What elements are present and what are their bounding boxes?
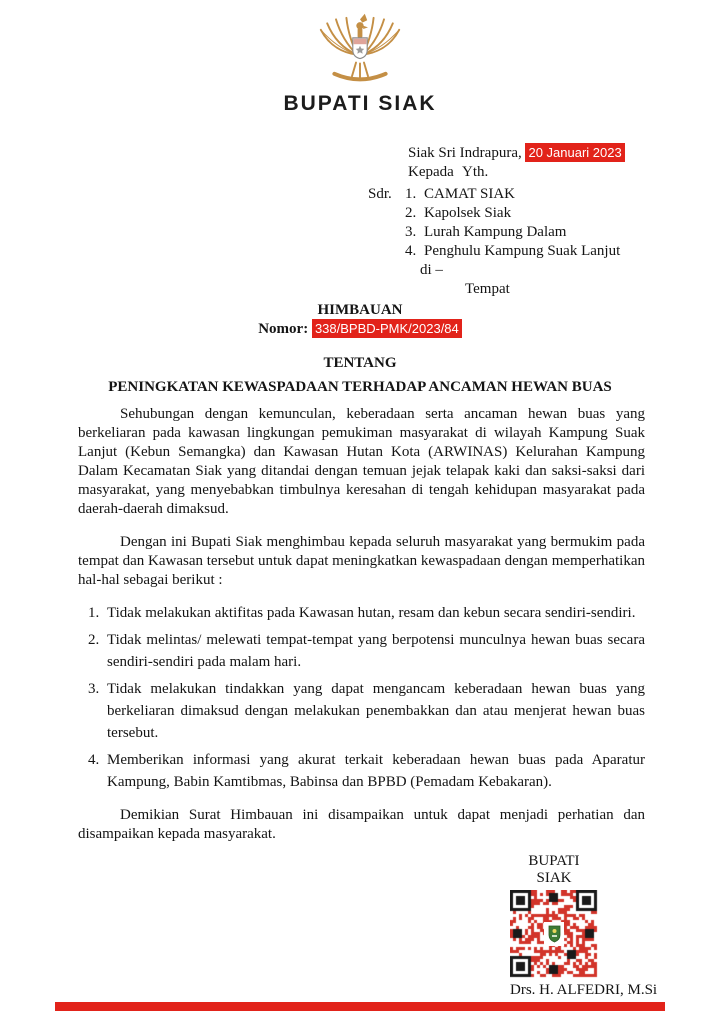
sdr-label: Sdr. (368, 186, 392, 202)
recipient-item: 3. Lurah Kampung Dalam (420, 223, 620, 242)
nomor-line (0, 321, 720, 338)
letterhead (0, 0, 720, 116)
recipient-item: 4. Penghulu Kampung Suak Lanjut (420, 242, 620, 261)
signature-block (510, 853, 680, 999)
tempat-line: Tempat (465, 281, 510, 297)
date-redaction-highlight: 20 Januari 2023 (525, 143, 624, 162)
list-item: 3. Tidak melakukan tindakkan yang dapat mengancam keberadaan hewan buas yang berkeliaran dimaksud dengan melakukan penembakkan dan atau menjerat hewan buas tersebut. (103, 678, 645, 744)
signatory-name: Drs. H. ALFEDRI, M.Si (510, 982, 658, 998)
nomor-redaction-highlight: 338/BPBD-PMK/2023/84 (312, 319, 462, 338)
list-item: 2. Tidak melintas/ melewati tempat-tempat yang berpotensi munculnya hewan buas secara sendiri-sendiri pada malam hari. (103, 629, 645, 673)
letterhead-title: BUPATI SIAK (283, 92, 437, 115)
letter-title: PENINGKATAN KEWASPADAAN TERHADAP ANCAMAN HEWAN BUAS (108, 379, 612, 395)
subject-block (0, 302, 720, 396)
di-line: di – (420, 262, 443, 278)
instructions-list (78, 602, 645, 793)
place-prefix: Siak Sri Indrapura, (408, 145, 522, 161)
paragraph-2: Dengan ini Bupati Siak menghimbau kepada seluruh masyarakat yang bermukim pada tempat dan Kawasan tersebut untuk dapat meningkatkan kewaspadaan dengan memperhatikan hal-hal sebagai berikut : (78, 534, 645, 588)
recipient-item: 2. Kapolsek Siak (420, 204, 620, 223)
letter-body (0, 405, 720, 999)
footer-redaction-bar (55, 1002, 665, 1011)
nomor-label: Nomor: (258, 321, 309, 337)
recipient-item: 1. CAMAT SIAK (420, 185, 620, 204)
kepada-line: Kepada Yth. (408, 164, 489, 180)
letter-heading: HIMBAUAN (317, 302, 403, 318)
garuda-pancasila-emblem (312, 13, 408, 89)
address-block (368, 143, 720, 299)
verification-qr-code (510, 890, 598, 978)
tentang-label: TENTANG (323, 355, 397, 371)
recipients-row (368, 185, 720, 261)
closing-paragraph: Demikian Surat Himbauan ini disampaikan untuk dapat menjadi perhatian dan disampaikan kepada masyarakat. (78, 807, 645, 842)
place-date-line (408, 143, 720, 163)
signature-title: BUPATI SIAK (528, 853, 580, 886)
list-item: 1. Tidak melakukan aktifitas pada Kawasan hutan, resam dan kebun secara sendiri-sendiri. (103, 602, 645, 624)
paragraph-1: Sehubungan dengan kemunculan, keberadaan serta ancaman hewan buas yang berkeliaran pada kawasan lingkungan pemukiman masyarakat di wilayah Kampung Suak Lanjut (Kebun Semangka) dan Kawasan Hutan Kota (ARWINAS) Kelurahan Kampung Dalam Kecamatan Siak yang ditandai dengan temuan jejak telapak kaki dan saksi-saksi dari masyarakat, yang menyebabkan timbulnya keresahan di tengah kehidupan masyarakat pada daerah-daerah dimaksud. (78, 406, 645, 517)
list-item: 4. Memberikan informasi yang akurat terkait keberadaan hewan buas pada Aparatur Kampung, Babin Kamtibmas, Babinsa dan BPBD (Pemadam Kebakaran). (103, 749, 645, 793)
qr-center-shield-logo (544, 922, 564, 946)
recipients-list (403, 185, 620, 261)
